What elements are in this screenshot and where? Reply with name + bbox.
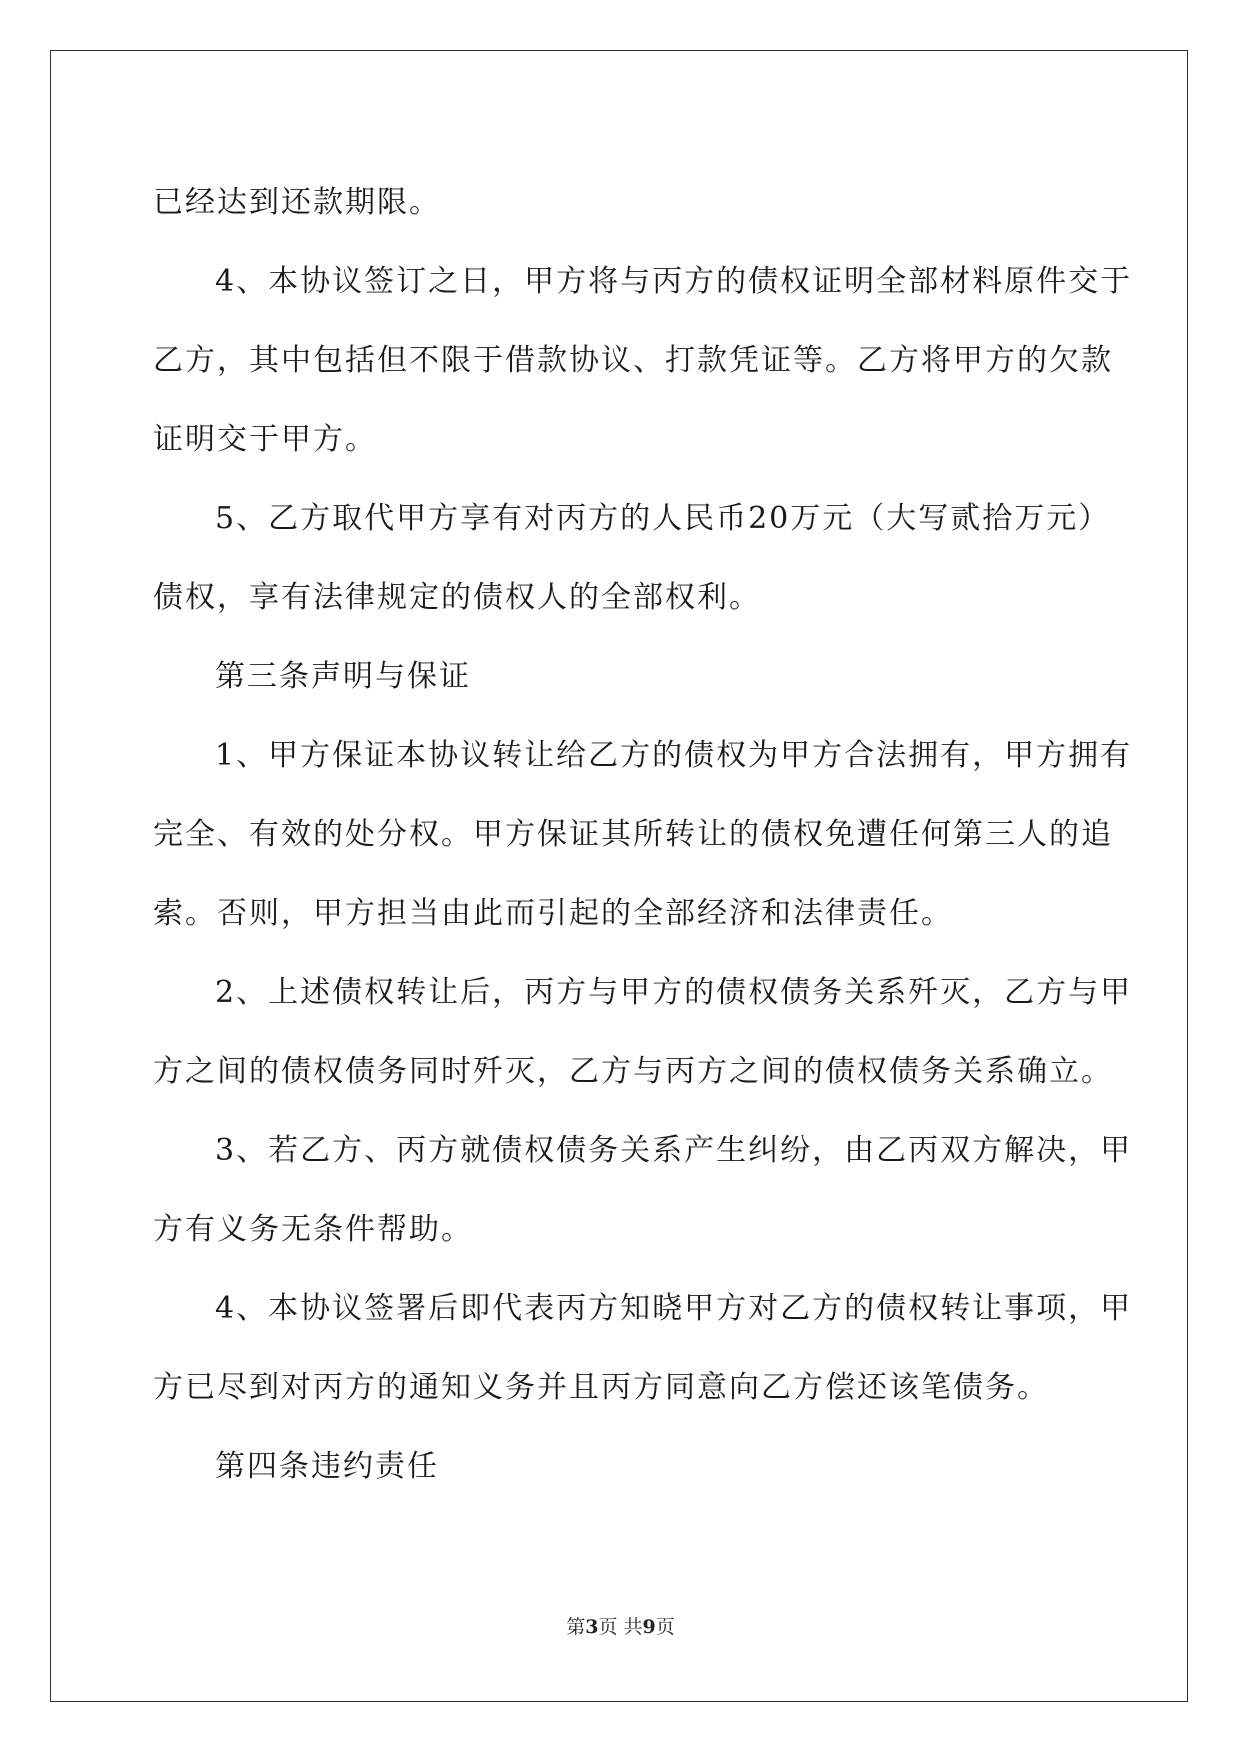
section-heading-3: 第三条声明与保证	[215, 659, 471, 694]
footer-current-page: 3	[585, 1616, 599, 1638]
text-line-13: 3、若乙方、丙方就债权债务关系产生纠纷，由乙丙双方解决，甲	[215, 1133, 1133, 1168]
text-line-11: 2、上述债权转让后，丙方与甲方的债权债务关系歼灭，乙方与甲	[215, 975, 1133, 1010]
text-line-8: 1、甲方保证本协议转让给乙方的债权为甲方合法拥有，甲方拥有	[215, 738, 1133, 773]
page-footer	[0, 1612, 1241, 1639]
text-line-1: 已经达到还款期限。	[153, 185, 441, 220]
text-line-6: 债权，享有法律规定的债权人的全部权利。	[153, 580, 761, 615]
text-line-2: 4、本协议签订之日，甲方将与丙方的债权证明全部材料原件交于	[215, 264, 1133, 299]
text-line-10: 索。否则，甲方担当由此而引起的全部经济和法律责任。	[153, 896, 953, 931]
footer-suffix: 页	[655, 1616, 675, 1638]
footer-prefix: 第	[566, 1616, 586, 1638]
text-line-12: 方之间的债权债务同时歼灭，乙方与丙方之间的债权债务关系确立。	[153, 1054, 1113, 1089]
section-heading-4: 第四条违约责任	[215, 1449, 439, 1484]
text-line-14: 方有义务无条件帮助。	[153, 1212, 473, 1247]
text-line-16: 方已尽到对丙方的通知义务并且丙方同意向乙方偿还该笔债务。	[153, 1370, 1049, 1405]
document-body	[153, 163, 1133, 1506]
text-line-9: 完全、有效的处分权。甲方保证其所转让的债权免遭任何第三人的追	[153, 817, 1113, 852]
footer-middle: 页 共	[598, 1616, 643, 1638]
text-line-5: 5、乙方取代甲方享有对丙方的人民币20万元（大写贰拾万元）	[215, 501, 1111, 536]
text-line-15: 4、本协议签署后即代表丙方知晓甲方对乙方的债权转让事项，甲	[215, 1291, 1133, 1326]
text-line-3: 乙方，其中包括但不限于借款协议、打款凭证等。乙方将甲方的欠款	[153, 343, 1113, 378]
text-line-4: 证明交于甲方。	[153, 422, 377, 457]
footer-total-pages: 9	[642, 1616, 656, 1638]
